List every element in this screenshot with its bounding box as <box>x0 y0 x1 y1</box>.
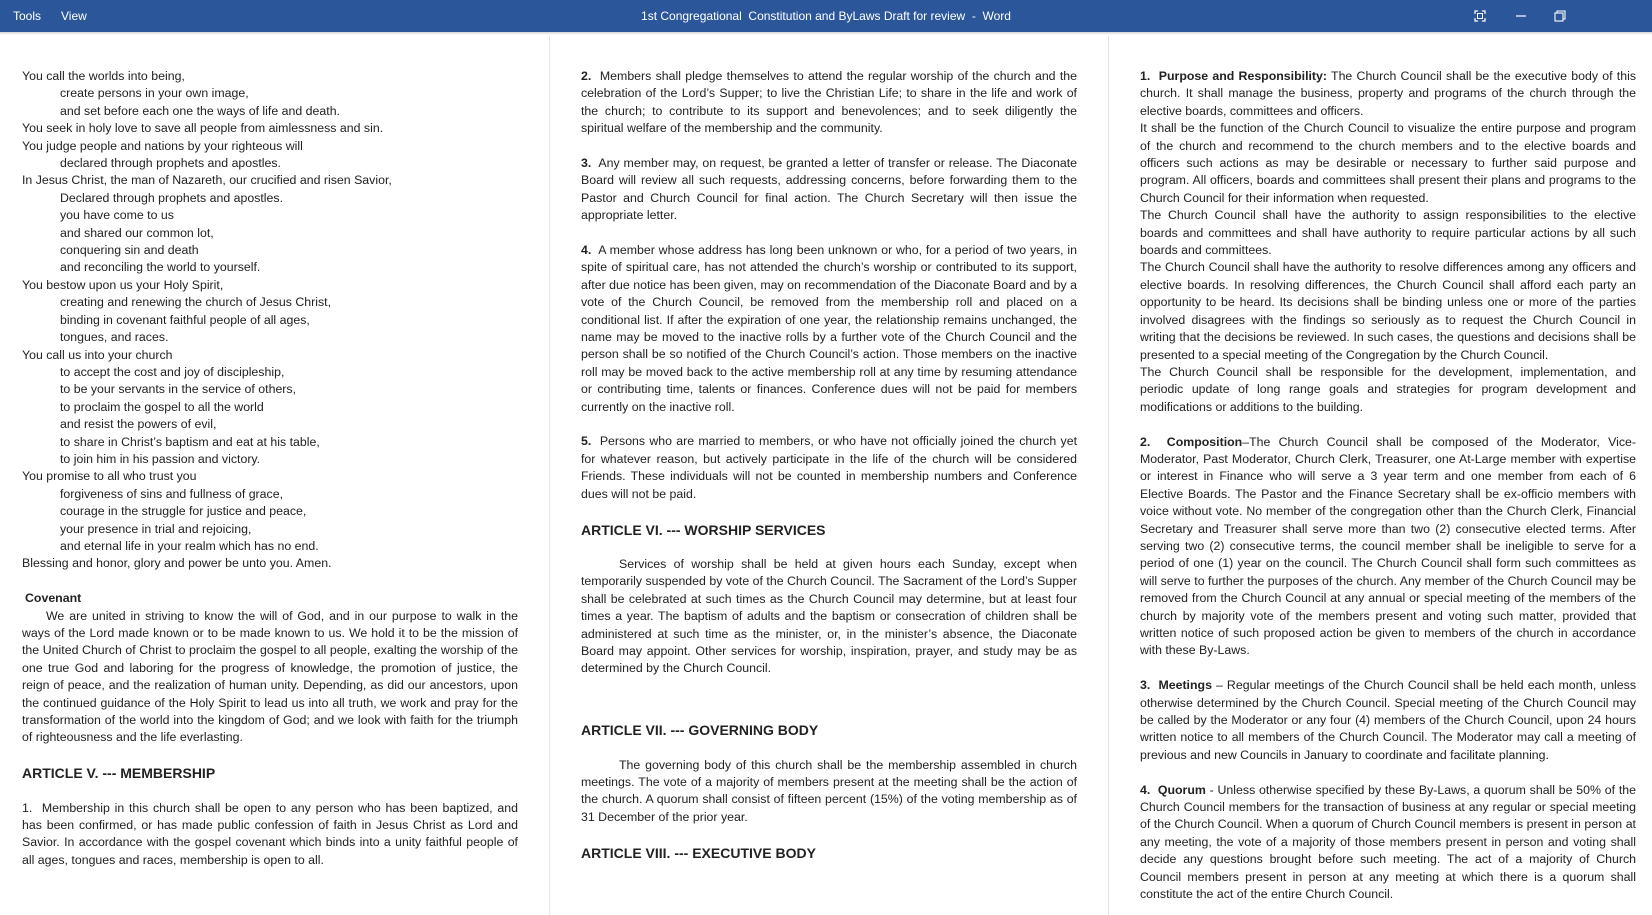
spacer <box>22 573 518 590</box>
litany-line: and resist the powers of evil, <box>60 417 217 432</box>
article-vi-text: Services of worship shall be held at given hours each Sunday, except when temporarily suspended by vote of the Church Council. The Sacrament of the Lord’s Supper shall be celebrated at such times as the Church Council may determine, but at least four times a year. The baptism of adults and the baptism or consecration of children shall be administered at such time as the minister, or, in the minister’s absence, the Diaconate Board may appoint. Other services for worship, inspiration, prayer, and study may be as determined by the Church Council. <box>581 556 1077 676</box>
section-text: Any member may, on request, be granted a letter of transfer or release. The Diaconate Board will review all such requests, addressing concerns, before forwarding them to the Pastor and Church Council for final action. The Church Secretary will then issue the appropriate letter. <box>581 156 1077 223</box>
spacer <box>581 826 1077 843</box>
section-text: Members shall pledge themselves to attend the regular worship of the church and the celebration of the Lord’s Supper; to live the Christian Life; to share in the life and work of the church; to contribute to its support and benevolences; and to seek diligently the spiritual welfare of the membership and the community. <box>581 69 1077 136</box>
minimize-icon[interactable] <box>1511 6 1531 26</box>
section-text: The Church Council shall be the executive body of this church. It shall manage the business, property and programs of the church through the elective boards, committees and officers. <box>1140 69 1636 118</box>
section-number: 1. <box>22 800 33 815</box>
council-section-1-para-4: The Church Council shall have the authority to resolve differences among any officers and elective boards. In resolving differences, the Church Council shall afford each party an opportunity to be heard. Its decisions shall be binding unless one or more of the parties involved disagrees with the findings so seriously as to request the Church Council in writing that the decisions be reviewed. In such cases, the questions and decisions shall be presented to a special meeting of the Congregation by the Church Council. <box>1140 260 1636 362</box>
section-title: Quorum <box>1157 782 1206 797</box>
litany-line: declared through prophets and apostles. <box>60 156 281 171</box>
section-title: Meetings <box>1158 678 1212 693</box>
litany-line: and eternal life in your realm which has no end. <box>60 538 319 553</box>
covenant-text: We are united in striving to know the will of God, and in our purpose to walk in the ways of the Lord made known or to be made known to us. We hold it to be the mission of the United Church of Christ to proclaim the gospel to all people, exalting the worship of the one true God and laboring for the progress of knowledge, the promotion of justice, the reign of peace, and the realization of human unity. Depending, as did our ancestors, upon the continued guidance of the Holy Spirit to lead us into all truth, we work and pray for the transformation of the world into the kingdom of God; and we look with faith for the triumph of righteousness and the life everlasting. <box>22 608 518 745</box>
page-column-3 <box>1140 68 1636 915</box>
litany-line: You call us into your church <box>22 347 173 362</box>
litany-line: forgiveness of sins and fullness of grace, <box>60 486 283 501</box>
page-divider <box>1108 36 1109 915</box>
section-title: Purpose and Responsibility: <box>1158 69 1328 83</box>
litany-line: your presence in trial and rejoicing, <box>60 521 252 536</box>
spacer <box>581 678 1077 704</box>
article-v-section-4 <box>581 242 1077 416</box>
section-text: A member whose address has long been unknown or who, for a period of two years, in spite of spiritual care, has not attended the church’s worship or contributed to its support, after due notice has been given, may on recommendation of the Diaconate Board and by a vote of the Church Council, be removed from the membership roll and placed on a conditional list. If after the expiration of one year, the relationship remains unchanged, the name may be moved to the inactive rolls by a further vote of the Church Council and the person shall be so notified of the Church Council’s action. Those members on the inactive roll may be moved back to the active membership roll at any time by resuming attendance or contributing time, talents or finances. Conference dues will not be paid for members currently on the inactive roll. <box>581 243 1077 414</box>
section-number: 2. <box>1140 434 1151 449</box>
litany-line: creating and renewing the church of Jesus Christ, <box>60 295 332 310</box>
article-vii-heading: ARTICLE VII. --- GOVERNING BODY <box>581 722 819 739</box>
article-vii-text: The governing body of this church shall be the membership assembled in church meetings. The vote of a majority of members present at the meeting shall be the action of the church. A quorum shall consist of fifteen percent (15%) of the voting membership as of 31 December of the prior year. <box>581 757 1077 824</box>
menu-tools[interactable]: Tools <box>13 9 42 23</box>
title-bar <box>0 0 1652 32</box>
litany-line: you have come to us <box>60 208 174 223</box>
council-section-1 <box>1140 68 1636 120</box>
council-section-3 <box>1140 677 1636 764</box>
section-number: 5. <box>581 434 592 449</box>
spacer <box>581 225 1077 242</box>
spacer <box>22 782 518 799</box>
litany-line: create persons in your own image, <box>60 86 249 101</box>
spacer <box>1140 764 1636 781</box>
spacer <box>581 416 1077 433</box>
council-section-2 <box>1140 434 1636 660</box>
focus-mode-icon[interactable] <box>1470 6 1490 26</box>
spacer <box>581 539 1077 556</box>
page-column-2 <box>581 68 1077 915</box>
section-number: 3. <box>1140 678 1151 693</box>
litany-line: In Jesus Christ, the man of Nazareth, our crucified and risen Savior, <box>22 173 392 188</box>
litany-line: and reconciling the world to yourself. <box>60 260 261 275</box>
section-text: – Regular meetings of the Church Council shall be held each month, unless otherwise determined by the Church Council. Special meeting of the Church Council may be called by the Moderator or any four (4) members of the Church Council, upon 24 hours written notice to all members of the Church Council. The Moderator may call a meeting of previous and new Councils in January to coordinate and facilitate planning. <box>1140 678 1636 762</box>
litany-line: tongues, and races. <box>60 330 169 345</box>
section-number: 3. <box>581 156 592 171</box>
litany-line: binding in covenant faithful people of all ages, <box>60 312 310 327</box>
section-text: - Unless otherwise specified by these By-Laws, a quorum shall be 50% of the Church Council members for the transaction of business at any regular or special meeting of the Church Council. When a quorum of Church Council members is present in person at any meeting, the vote of a majority of those members present in person and voting shall decide any questions brought before such meeting. The act of a majority of Church Council members present in person at any meeting at which there is a quorum shall constitute the act of the entire Church Council. <box>1140 782 1636 902</box>
section-number: 4. <box>1140 782 1151 797</box>
spacer <box>581 503 1077 520</box>
litany-line: to be your servants in the service of others, <box>60 382 297 397</box>
article-v-heading: ARTICLE V. --- MEMBERSHIP <box>22 765 216 782</box>
council-section-1-para-5: The Church Council shall be responsible for the development, implementation, and periodic update of long range goals and strategies for program development and modifications or additions to the building. <box>1140 364 1636 414</box>
page-column-1 <box>22 68 518 915</box>
covenant-heading: Covenant <box>25 591 82 606</box>
restore-icon[interactable] <box>1550 6 1570 26</box>
article-v-section-2 <box>581 68 1077 138</box>
document-title: 1st Congregational Constitution and ByLaws Draft for review - Word <box>641 9 1011 23</box>
section-title: Composition <box>1166 434 1243 449</box>
litany-line: You seek in holy love to save all people from aimlessness and sin. <box>22 121 384 136</box>
spacer <box>581 739 1077 756</box>
litany-line: Blessing and honor, glory and power be unto you. Amen. <box>22 556 332 571</box>
spacer <box>22 747 518 764</box>
article-v-section-5 <box>581 433 1077 503</box>
litany-line: You bestow upon us your Holy Spirit, <box>22 277 224 292</box>
article-vi-heading: ARTICLE VI. --- WORSHIP SERVICES <box>581 521 826 538</box>
council-section-4 <box>1140 782 1636 904</box>
spacer <box>581 704 1077 721</box>
litany-line: You judge people and nations by your righteous will <box>22 138 303 153</box>
litany-line: to join him in his passion and victory. <box>60 451 261 466</box>
litany-line: You promise to all who trust you <box>22 469 197 484</box>
article-v-section-3 <box>581 155 1077 225</box>
litany-line: You call the worlds into being, <box>22 69 185 83</box>
article-viii-heading: ARTICLE VIII. --- EXECUTIVE BODY <box>581 844 816 861</box>
page-divider <box>549 36 550 915</box>
spacer <box>1140 416 1636 433</box>
council-section-1-para-2: It shall be the function of the Church Council to visualize the entire purpose and program of the church and recommend to the church members and to the elective boards and officers such actions as may be desirable or necessary to further said purpose and program. All officers, boards and committees shall present their plans and programs to the Church Council for their information when requested. <box>1140 121 1636 205</box>
article-v-section-1 <box>22 800 518 870</box>
litany-line: and shared our common lot, <box>60 225 214 240</box>
litany-line: to share in Christ’s baptism and eat at his table, <box>60 434 320 449</box>
section-text: –The Church Council shall be composed of the Moderator, Vice-Moderator, Past Moderator, Church Clerk, Treasurer, one At-Large member with expertise or interest in Finance who will serve a 3 year term and one member from each of 6 Elective Boards. The Pastor and the Finance Secretary shall be ex-officio members with voice without vote. No member of the congregation other than the Church Clerk, Financial Secretary and Treasurer shall serve more than two (2) consecutive elected terms. After serving two (2) consecutive terms, the council member shall be ineligible to serve for a period of one (1) year on the council. The Church Council shall form such committees as will serve to further the purposes of the church. Any member of the Church Council may be removed from the Church Council at any annual or special meeting of the members of the church by majority vote of the members present and voting such matter, provided that written notice of such proposed action be given to members of the church in accordance with these By-Laws. <box>1140 434 1636 658</box>
litany-line: to accept the cost and joy of discipleship, <box>60 364 285 379</box>
litany-line: to proclaim the gospel to all the world <box>60 399 264 414</box>
litany-line: conquering sin and death <box>60 243 199 258</box>
section-number: 2. <box>581 69 592 83</box>
spacer <box>581 138 1077 155</box>
section-number: 1. <box>1140 69 1151 83</box>
section-text: Persons who are married to members, or who have not officially joined the church yet for whatever reason, but actively participate in the life of the church will be considered Friends. These individuals will not be counted in membership numbers and Conference dues will not be paid. <box>581 434 1077 501</box>
litany-line: courage in the struggle for justice and peace, <box>60 504 307 519</box>
litany-block <box>22 68 518 573</box>
menu-view[interactable]: View <box>61 9 87 23</box>
spacer <box>1140 660 1636 677</box>
title-bar-shadow <box>0 32 1652 35</box>
litany-line: Declared through prophets and apostles. <box>60 190 284 205</box>
litany-line: and set before each one the ways of life and death. <box>60 103 340 118</box>
council-section-1-para-3: The Church Council shall have the authority to assign responsibilities to the elective boards and committees and shall have authority to require particular actions by all such boards and committees. <box>1140 208 1636 258</box>
section-number: 4. <box>581 243 592 258</box>
section-text: Membership in this church shall be open to any person who has been baptized, and has been confirmed, or has made public confession of faith in Jesus Christ as Lord and Savior. In accordance with the gospel covenant which binds into a unity faithful people of all ages, tongues and races, membership is open to all. <box>22 800 518 867</box>
